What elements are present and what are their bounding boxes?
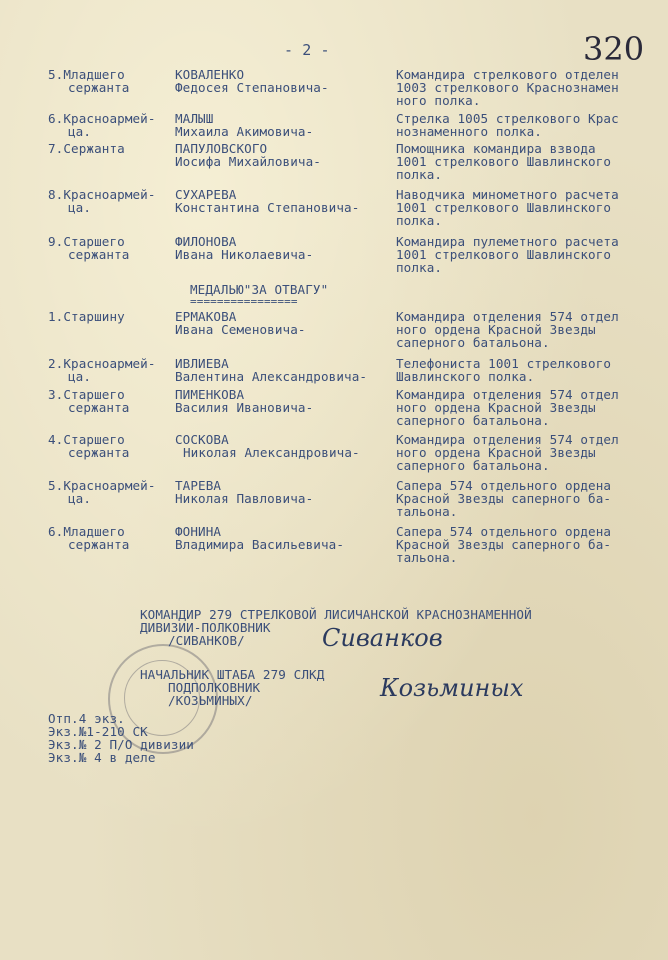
page-number: - 2 -	[284, 41, 330, 59]
entry-rank-cont: ца.	[68, 491, 92, 506]
entry-rank: 5.Младшего	[48, 67, 125, 82]
commander-title-line1: КОМАНДИР 279 СТРЕЛКОВОЙ ЛИСИЧАНСКОЙ КРАСНОЗНАМЕННОЙ	[140, 607, 532, 622]
entry-surname: ПАПУЛОВСКОГО	[175, 141, 268, 156]
commander-title-line2: ДИВИЗИИ-ПОЛКОВНИК	[140, 620, 271, 635]
entry-desc-3: тальона.	[396, 550, 458, 565]
entry-rank-cont: ца.	[68, 124, 92, 139]
entry-desc-3: саперного батальона.	[396, 458, 550, 473]
entry-desc-1: Стрелка 1005 стрелкового Крас	[396, 111, 619, 126]
chief-title-line2: ПОДПОЛКОВНИК	[168, 680, 261, 695]
entry-rank-cont: ца.	[68, 369, 92, 384]
entry-surname: СУХАРЕВА	[175, 187, 237, 202]
entry-desc-2: нознаменного полка.	[396, 124, 542, 139]
distribution-line-2: Экз.№1-210 СК	[48, 724, 148, 739]
entry-desc-1: Сапера 574 отдельного ордена	[396, 478, 612, 493]
entry-given-names: Валентина Александровича-	[175, 369, 368, 384]
entry-desc-1: Командира пулеметного расчета	[396, 234, 619, 249]
commander-signature: Сиванков	[322, 624, 443, 652]
entry-surname: ФИЛОНОВА	[175, 234, 237, 249]
distribution-line-3: Экз.№ 2 П/О дивизии	[48, 737, 194, 752]
chief-title-line1: НАЧАЛЬНИК ШТАБА 279 СЛКД	[140, 667, 325, 682]
entry-surname: МАЛЫШ	[175, 111, 214, 126]
entry-desc-2: 1001 стрелкового Шавлинского	[396, 247, 612, 262]
entry-rank-cont: сержанта	[68, 247, 130, 262]
chief-signature: Козьминых	[380, 674, 524, 702]
entry-rank: 6.Младшего	[48, 524, 125, 539]
entry-desc-2: 1003 стрелкового Краснознамен	[396, 80, 619, 95]
entry-rank-cont: сержанта	[68, 400, 130, 415]
entry-desc-1: Командира отделения 574 отдел	[396, 387, 619, 402]
entry-desc-1: Телефониста 1001 стрелкового	[396, 356, 612, 371]
entry-surname: КОВАЛЕНКО	[175, 67, 245, 82]
distribution-line-4: Экз.№ 4 в деле	[48, 750, 156, 765]
entry-desc-3: полка.	[396, 260, 443, 275]
entry-desc-2: ного ордена Красной Звезды	[396, 400, 596, 415]
entry-rank-cont: ца.	[68, 200, 92, 215]
entry-rank: 9.Старшего	[48, 234, 125, 249]
entry-rank: 2.Красноармей-	[48, 356, 156, 371]
entry-desc-1: Командира стрелкового отделен	[396, 67, 619, 82]
entry-surname: ФОНИНА	[175, 524, 222, 539]
entry-given-names: Владимира Васильевича-	[175, 537, 345, 552]
entry-given-names: Иосифа Михайловича-	[175, 154, 321, 169]
entry-surname: ИВЛИЕВА	[175, 356, 229, 371]
entry-desc-2: 1001 стрелкового Шавлинского	[396, 200, 612, 215]
entry-rank-cont: сержанта	[68, 80, 130, 95]
entry-surname: ЕРМАКОВА	[175, 309, 237, 324]
entry-rank: 4.Старшего	[48, 432, 125, 447]
entry-rank: 7.Сержанта	[48, 141, 125, 156]
entry-rank: 1.Старшину	[48, 309, 125, 324]
entry-desc-3: саперного батальона.	[396, 413, 550, 428]
chief-name: /КОЗЬМИНЫХ/	[168, 693, 253, 708]
entry-desc-2: Красной Звезды саперного ба-	[396, 491, 612, 506]
entry-given-names: Ивана Николаевича-	[175, 247, 314, 262]
entry-rank: 3.Старшего	[48, 387, 125, 402]
entry-given-names: Михаила Акимовича-	[175, 124, 314, 139]
entry-desc-3: полка.	[396, 167, 443, 182]
medal-heading-rule: ================	[190, 295, 298, 308]
entry-given-names: Николая Александровича-	[183, 445, 360, 460]
entry-surname: ПИМЕНКОВА	[175, 387, 245, 402]
entry-given-names: Федосея Степановича-	[175, 80, 329, 95]
archive-number: 320	[583, 30, 645, 68]
entry-surname: СОСКОВА	[175, 432, 229, 447]
entry-desc-1: Наводчика минометного расчета	[396, 187, 619, 202]
entry-desc-1: Сапера 574 отдельного ордена	[396, 524, 612, 539]
entry-surname: ТАРЕВА	[175, 478, 222, 493]
entry-desc-1: Командира отделения 574 отдел	[396, 309, 619, 324]
entry-desc-2: Шавлинского полка.	[396, 369, 535, 384]
entry-desc-2: Красной Звезды саперного ба-	[396, 537, 612, 552]
commander-name: /СИВАНКОВ/	[168, 633, 245, 648]
entry-desc-1: Помощника командира взвода	[396, 141, 596, 156]
entry-desc-2: ного ордена Красной Звезды	[396, 445, 596, 460]
entry-rank: 8.Красноармей-	[48, 187, 156, 202]
entry-desc-3: тальона.	[396, 504, 458, 519]
entry-desc-3: ного полка.	[396, 93, 481, 108]
entry-given-names: Константина Степановича-	[175, 200, 360, 215]
entry-desc-3: саперного батальона.	[396, 335, 550, 350]
entry-given-names: Василия Ивановича-	[175, 400, 314, 415]
entry-desc-2: 1001 стрелкового Шавлинского	[396, 154, 612, 169]
distribution-line-1: Отп.4 экз.	[48, 711, 125, 726]
entry-rank: 6.Красноармей-	[48, 111, 156, 126]
entry-given-names: Николая Павловича-	[175, 491, 314, 506]
entry-rank-cont: сержанта	[68, 445, 130, 460]
entry-rank: 5.Красноармей-	[48, 478, 156, 493]
entry-desc-2: ного ордена Красной Звезды	[396, 322, 596, 337]
entry-rank-cont: сержанта	[68, 537, 130, 552]
medal-heading: МЕДАЛЬЮ"ЗА ОТВАГУ"	[190, 282, 329, 297]
entry-desc-1: Командира отделения 574 отдел	[396, 432, 619, 447]
entry-given-names: Ивана Семеновича-	[175, 322, 306, 337]
entry-desc-3: полка.	[396, 213, 443, 228]
